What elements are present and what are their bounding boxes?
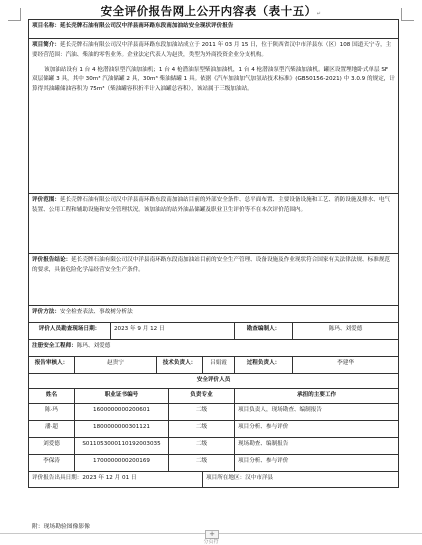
staff-cert-cell[interactable]: 1800000000301121 [75,421,169,438]
method-row [29,306,399,323]
staff-cert-cell[interactable]: 1600000000200601 [75,404,169,421]
project-name-cell[interactable] [29,20,399,39]
issue-date-value: 2023 年 12 月 01 日 [82,475,137,481]
staff-work-cell[interactable]: 项目负责人，现场勘查、编制报告 [235,404,399,421]
engineer-row [29,340,399,357]
staff-col-name: 姓名 [29,389,75,404]
plus-icon[interactable]: + [205,530,219,539]
engineer-cell[interactable] [29,340,399,357]
project-overview-para2: 该加油站设有 1 台 4 枪潜油泵型汽油加油机；1 台 4 枪潜油泵型柴油加油机，1 台 4 枪潜油泵型汽柴油加油机。罐区设置埋地卧式单层 SF 双层储罐 3 具，其中 30m³ 汽油储罐 2 具，30m³ 柴油储罐 1 具。依据《汽车加油加气加氢站技术标准》(GB50156-2021) 中 3.0.9 的规定，计算得其油罐储油容积为 75m³（柴油罐容积折半计入油罐总容积），该站属于三级加油站。 [32,66,395,93]
engineer-label: 注册安全工程师： [32,343,77,349]
reviewer-label-cell: 报告审核人： [29,357,75,374]
staff-col-work: 承担的主要工作 [235,389,399,404]
conclusion-cell[interactable] [29,254,399,306]
staff-col-major: 负责专业 [169,389,235,404]
issue-date-cell[interactable] [29,472,203,488]
reviewer-value-cell[interactable]: 赵贵宁 [75,357,157,374]
conclusion-text: 延长壳牌石油有限公司汉中洋县南环路东段南加油站目前的安全生产管理、设备设施及作业现状符合国家有关法律法规、标准规范的要求，具备危险化学品经营安全生产条件。 [32,257,391,273]
project-name-value: 延长壳牌石油有限公司汉中洋县南环路东段南加油站安全现状评价报告 [59,23,234,29]
issue-date-label: 评价报告出具日期： [32,475,83,481]
evaluation-scope-text: 延长壳牌石油有限公司汉中洋县南环路东段南加油站目前的外部安全条件、总平面布置、主要设备设施和工艺、消防设施及排水、电气装置、公用工程和辅助设施和安全管理状况。该加油站的站外油品储罐及职业卫生评价等不在本次评价范围内。 [32,197,391,213]
staff-major-cell[interactable]: 二级 [169,455,235,472]
tech-lead-label-cell: 技术负责人： [157,357,203,374]
location-label: 项目所在地区： [206,475,246,481]
staff-major-cell[interactable]: 二级 [169,421,235,438]
table-row [29,438,399,455]
disclosure-table [28,19,399,488]
staff-cert-cell[interactable]: S011053000110192003035 [75,438,169,455]
table-row [29,404,399,421]
staff-name-cell[interactable]: 潘·超 [29,421,75,438]
evaluation-scope-row [29,194,399,254]
staff-name-cell[interactable]: 陈·玛 [29,404,75,421]
staff-work-cell[interactable]: 项目分析、参与评价 [235,455,399,472]
location-value: 汉中市洋县 [245,475,274,481]
document-title[interactable]: 安全评价报告网上公开内容表（表十五）↵ [100,4,322,18]
method-value: 安全检查表法、事故树分析法 [59,309,133,315]
evaluation-scope-cell[interactable] [29,194,399,254]
site-visit-date-cell[interactable]: 2023 年 9 月 12 日 [111,323,235,340]
site-visit-label-cell: 评价人员勘查现场日期： [29,323,111,340]
table-row [29,455,399,472]
staff-work-cell[interactable]: 项目分析、参与评价 [235,421,399,438]
staff-section-header: 安全评价人员 [29,374,399,389]
process-lead-value-cell[interactable]: 李建华 [293,357,399,374]
page-break-bar [0,530,422,545]
staff-cert-cell[interactable]: 1700000000200169 [75,455,169,472]
table-row [29,421,399,438]
staff-work-cell[interactable]: 现场勘查、编制报告 [235,438,399,455]
project-name-row [29,20,399,39]
project-overview-label: 项目简介： [32,42,60,48]
staff-section-row [29,374,399,389]
staff-name-cell[interactable]: 刘爱德 [29,438,75,455]
dates-row [29,472,399,488]
method-label: 评价方法： [32,309,60,315]
staff-major-cell[interactable]: 二级 [169,438,235,455]
project-overview-cell[interactable] [29,39,399,194]
attachment-note[interactable]: 附：现场勘验图像影像 [32,524,90,530]
evaluation-scope-label: 评价范围： [32,197,60,203]
method-cell[interactable] [29,306,399,323]
site-visit-persons-label-cell: 勘查编制人： [235,323,293,340]
project-name-label: 项目名称： [32,23,60,29]
project-overview-para1: 延长壳牌石油有限公司汉中洋县南环路东段加油站成立于 2011 年 03 月 15 日，位于陕西省汉中市洋县东（区）108 国道天宁寺，主要经营范围：汽油、柴油的零售业务。企业法定代表人为赵贵，类型为外商投资企业分支机构。 [32,42,392,58]
engineer-value: 陈玛、刘爱德 [76,343,111,349]
paragraph-mark: ↵ [316,11,322,17]
conclusion-row [29,254,399,306]
process-lead-label-cell: 过程负责人： [235,357,293,374]
project-overview-row [29,39,399,194]
staff-header-row [29,389,399,404]
site-visit-persons-value-cell[interactable]: 陈玛、刘爱德 [293,323,399,340]
page-break-label: 分页符 [203,539,219,545]
conclusion-label: 评价报告结论： [32,257,72,263]
site-visit-row [29,323,399,340]
staff-name-cell[interactable]: 李保涛 [29,455,75,472]
tech-lead-value-cell[interactable]: 吕娟霞 [203,357,235,374]
staff-major-cell[interactable]: 二级 [169,404,235,421]
location-cell[interactable] [203,472,399,488]
staff-col-cert: 职业证书编号 [75,389,169,404]
signoff-row [29,357,399,374]
